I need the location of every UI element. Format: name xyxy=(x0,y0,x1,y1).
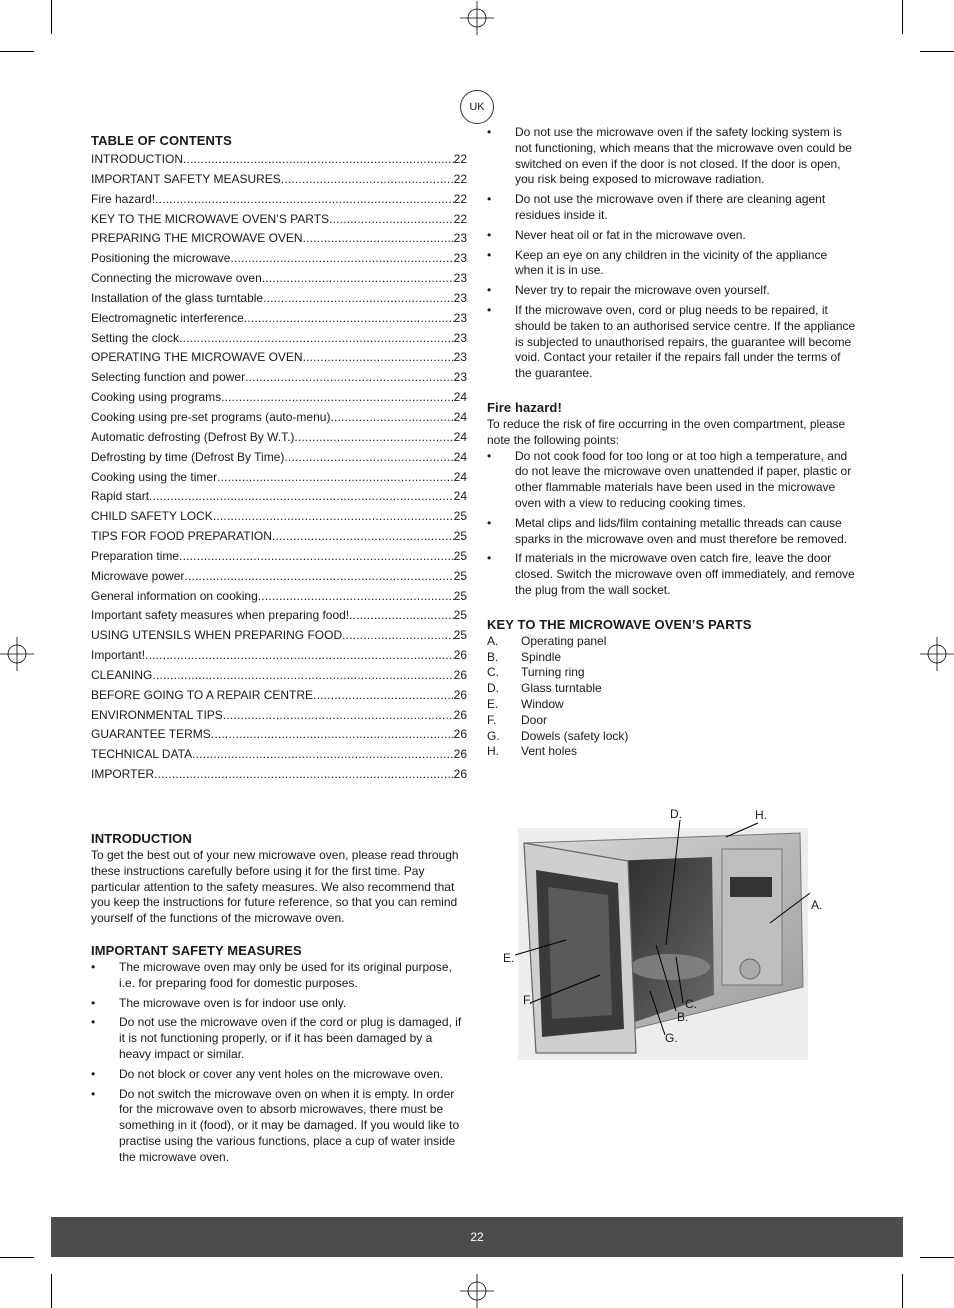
bullet-item xyxy=(91,1087,467,1166)
part-name: Operating panel xyxy=(521,633,607,648)
toc-entry xyxy=(91,765,467,785)
toc-leader-dots xyxy=(342,626,454,646)
toc-list xyxy=(91,150,467,785)
bullet-item xyxy=(487,228,859,244)
toc-entry xyxy=(91,309,467,329)
part-letter: E. xyxy=(487,696,499,711)
toc-entry-page: 23 xyxy=(453,251,467,266)
toc-leader-dots xyxy=(152,666,453,686)
bullet-item xyxy=(91,960,467,992)
toc-entry-page: 25 xyxy=(453,588,467,603)
figure-label-h: H. xyxy=(755,808,767,822)
crop-mark xyxy=(902,0,903,34)
toc-leader-dots xyxy=(262,269,454,289)
toc-entry-title: CHILD SAFETY LOCK xyxy=(91,509,213,524)
toc-leader-dots xyxy=(284,448,453,468)
bullet-icon: • xyxy=(487,283,492,298)
toc-entry-page: 26 xyxy=(453,747,467,762)
toc-entry-page: 23 xyxy=(453,350,467,365)
bullet-item xyxy=(91,1015,467,1062)
registration-mark-icon xyxy=(0,637,34,671)
parts-list xyxy=(487,634,859,760)
toc-leader-dots xyxy=(303,348,454,368)
toc-entry-page: 24 xyxy=(453,390,467,405)
toc-entry xyxy=(91,468,467,488)
toc-entry-page: 24 xyxy=(453,469,467,484)
toc-entry-page: 25 xyxy=(453,529,467,544)
toc-entry-title: ENVIRONMENTAL TIPS xyxy=(91,707,223,722)
bullet-icon: • xyxy=(487,551,492,566)
bullet-item xyxy=(487,449,859,512)
toc-leader-dots xyxy=(179,329,454,349)
toc-leader-dots xyxy=(281,170,454,190)
toc-entry-page: 26 xyxy=(453,648,467,663)
part-letter: G. xyxy=(487,728,500,743)
toc-leader-dots xyxy=(192,745,454,765)
toc-entry-title: General information on cooking xyxy=(91,588,258,603)
bullet-text: Never heat oil or fat in the microwave oven. xyxy=(515,227,746,242)
part-name: Dowels (safety lock) xyxy=(521,728,629,743)
toc-entry-title: IMPORTANT SAFETY MEASURES xyxy=(91,171,281,186)
toc-leader-dots xyxy=(263,289,454,309)
bullet-item xyxy=(91,1067,467,1083)
toc-entry-title: TIPS FOR FOOD PREPARATION xyxy=(91,529,272,544)
part-name: Spindle xyxy=(521,649,562,664)
toc-entry-page: 26 xyxy=(453,667,467,682)
bullet-item xyxy=(487,248,859,280)
bullet-icon: • xyxy=(487,192,492,207)
toc-entry xyxy=(91,487,467,507)
toc-leader-dots xyxy=(349,606,454,626)
toc-entry-title: Automatic defrosting (Defrost By W.T.) xyxy=(91,429,295,444)
toc-entry-page: 25 xyxy=(453,608,467,623)
crop-mark xyxy=(902,1274,903,1308)
toc-entry-title: PREPARING THE MICROWAVE OVEN xyxy=(91,231,303,246)
part-name: Turning ring xyxy=(521,665,585,680)
toc-entry xyxy=(91,507,467,527)
toc-entry xyxy=(91,329,467,349)
bullet-text: Do not use the microwave oven if the cord or plug is damaged, if it is not functioning properly, or if it has been damaged by a heavy impact or similar. xyxy=(119,1015,462,1061)
toc-entry-title: Important! xyxy=(91,648,146,663)
bullet-icon: • xyxy=(91,1066,96,1081)
crop-mark xyxy=(920,1257,954,1258)
part-name: Window xyxy=(521,696,564,711)
toc-entry-page: 22 xyxy=(453,152,467,166)
toc-leader-dots xyxy=(313,686,454,706)
toc-entry-page: 22 xyxy=(453,191,467,206)
toc-entry xyxy=(91,686,467,706)
safety-heading: IMPORTANT SAFETY MEASURES xyxy=(91,942,302,958)
bullet-icon: • xyxy=(487,247,492,262)
part-name: Vent holes xyxy=(521,744,578,759)
toc-entry xyxy=(91,408,467,428)
toc-leader-dots xyxy=(223,706,454,726)
bullet-item xyxy=(487,283,859,299)
toc-entry xyxy=(91,725,467,745)
safety-list xyxy=(91,960,467,1166)
toc-entry-title: Selecting function and power xyxy=(91,370,246,385)
toc-entry xyxy=(91,348,467,368)
part-entry xyxy=(487,697,859,713)
toc-entry-page: 23 xyxy=(453,271,467,286)
figure-label-g: G. xyxy=(665,1031,678,1045)
toc-leader-dots xyxy=(245,368,454,388)
toc-entry xyxy=(91,150,467,170)
toc-leader-dots xyxy=(244,309,454,329)
crop-mark xyxy=(0,51,34,52)
toc-entry-page: 26 xyxy=(453,687,467,702)
toc-leader-dots xyxy=(179,547,454,567)
toc-entry-title: Rapid start xyxy=(91,489,150,504)
bullet-text: Metal clips and lids/film containing metallic threads can cause sparks in the microwave oven and must therefore be removed. xyxy=(515,515,848,546)
toc-entry-title: GUARANTEE TERMS xyxy=(91,727,211,742)
toc-leader-dots xyxy=(155,190,454,210)
toc-leader-dots xyxy=(183,150,454,170)
bullet-icon: • xyxy=(91,959,96,974)
part-entry xyxy=(487,729,859,745)
figure-label-c: C. xyxy=(685,997,697,1011)
toc-entry xyxy=(91,587,467,607)
crop-mark xyxy=(51,0,52,34)
introduction-text: To get the best out of your new microwave oven, please read through these instructions carefully before using it for the first time. Pay particular attention to the safety measures. We also recommend that you keep the instructions for future reference, so that you can remind yourself of the functions of the microwave oven. xyxy=(91,848,459,926)
part-letter: C. xyxy=(487,665,499,680)
bullet-text: Never try to repair the microwave oven yourself. xyxy=(515,283,770,298)
toc-entry xyxy=(91,666,467,686)
toc-entry-title: Cooking using pre-set programs (auto-menu) xyxy=(91,409,331,424)
toc-entry-page: 26 xyxy=(453,727,467,742)
bullet-text: The microwave oven may only be used for its original purpose, i.e. for preparing food for domestic purposes. xyxy=(119,959,452,990)
toc-leader-dots xyxy=(149,487,454,507)
toc-leader-dots xyxy=(272,527,454,547)
toc-entry-title: Cooking using programs xyxy=(91,390,222,405)
toc-entry-title: Important safety measures when preparing food! xyxy=(91,608,350,623)
toc-entry-page: 23 xyxy=(453,310,467,325)
bullet-icon: • xyxy=(91,995,96,1010)
toc-entry xyxy=(91,428,467,448)
figure-label-a: A. xyxy=(811,898,823,912)
toc-leader-dots xyxy=(294,428,453,448)
toc-entry-page: 22 xyxy=(453,171,467,186)
bullet-item xyxy=(487,551,859,598)
toc-entry-title: INTRODUCTION xyxy=(91,152,183,166)
toc-leader-dots xyxy=(211,725,454,745)
language-badge: UK xyxy=(460,90,494,124)
toc-entry xyxy=(91,210,467,230)
toc-entry-page: 25 xyxy=(453,568,467,583)
crop-mark xyxy=(920,51,954,52)
toc-entry-page: 23 xyxy=(453,231,467,246)
toc-leader-dots xyxy=(258,587,454,607)
page-number: 22 xyxy=(470,1230,484,1244)
toc-entry xyxy=(91,249,467,269)
figure-label-d: D. xyxy=(670,807,682,821)
bullet-item xyxy=(487,125,859,188)
toc-entry-title: USING UTENSILS WHEN PREPARING FOOD xyxy=(91,628,343,643)
toc-entry xyxy=(91,368,467,388)
bullet-item xyxy=(487,516,859,548)
part-letter: B. xyxy=(487,649,499,664)
toc-entry xyxy=(91,190,467,210)
toc-entry-title: Positioning the microwave xyxy=(91,251,231,266)
toc-entry xyxy=(91,706,467,726)
toc-entry-title: KEY TO THE MICROWAVE OVEN’S PARTS xyxy=(91,211,330,226)
bullet-text: If the microwave oven, cord or plug needs to be repaired, it should be taken to an authorised service centre. If the appliance is subjected to unauthorised repairs, the guarantee will become void. Contact your retailer if the repairs fall under the terms of the guarantee. xyxy=(515,302,856,381)
toc-leader-dots xyxy=(303,229,454,249)
crop-mark xyxy=(51,1274,52,1308)
toc-leader-dots xyxy=(221,388,454,408)
toc-entry-page: 24 xyxy=(453,409,467,424)
toc-entry xyxy=(91,269,467,289)
toc-entry xyxy=(91,547,467,567)
fire-list xyxy=(487,449,859,599)
toc-entry-page: 24 xyxy=(453,449,467,464)
toc-heading: TABLE OF CONTENTS xyxy=(91,133,232,148)
safety-list-continued xyxy=(487,125,859,382)
bullet-icon: • xyxy=(487,125,492,139)
bullet-item xyxy=(487,303,859,382)
registration-mark-icon xyxy=(460,1274,494,1308)
toc-entry-page: 25 xyxy=(453,548,467,563)
microwave-figure xyxy=(500,805,823,1060)
toc-entry-title: Connecting the microwave oven xyxy=(91,271,262,286)
toc-entry-title: TECHNICAL DATA xyxy=(91,747,193,762)
part-name: Glass turntable xyxy=(521,681,602,696)
toc-entry-title: Setting the clock xyxy=(91,330,180,345)
part-entry xyxy=(487,665,859,681)
bullet-text: If materials in the microwave oven catch fire, leave the door closed. Switch the microwave oven off immediately, and remove the plug from the wall socket. xyxy=(515,551,855,597)
toc-entry-page: 25 xyxy=(453,628,467,643)
toc-entry-title: Microwave power xyxy=(91,568,185,583)
toc-entry-page: 26 xyxy=(453,767,467,782)
bullet-text: Do not use the microwave oven if the safety locking system is not functioning, which means that the microwave oven could be switched on even if the door is not closed. If the door is open, you risk being exposed to microwave radiation. xyxy=(515,125,852,187)
registration-mark-icon xyxy=(460,1,494,35)
toc-entry-page: 24 xyxy=(453,489,467,504)
toc-entry-page: 24 xyxy=(453,429,467,444)
registration-mark-icon xyxy=(920,637,954,671)
toc-leader-dots xyxy=(217,468,454,488)
bullet-icon: • xyxy=(487,448,492,463)
toc-entry xyxy=(91,646,467,666)
figure-label-e: E. xyxy=(503,951,515,965)
toc-entry-title: Cooking using the timer xyxy=(91,469,218,484)
bullet-text: Do not cook food for too long or at too high a temperature, and do not leave the microwave oven unattended if paper, plastic or other flammable materials have been used in the microwave oven with a view to reducing cooking times. xyxy=(515,448,852,510)
toc-entry-title: IMPORTER xyxy=(91,767,155,782)
toc-entry xyxy=(91,626,467,646)
toc-entry xyxy=(91,448,467,468)
crop-mark xyxy=(0,1257,34,1258)
bullet-item xyxy=(91,996,467,1012)
toc-entry-title: BEFORE GOING TO A REPAIR CENTRE xyxy=(91,687,314,702)
toc-entry-page: 25 xyxy=(453,509,467,524)
toc-leader-dots xyxy=(154,765,454,785)
toc-entry xyxy=(91,170,467,190)
fire-intro: To reduce the risk of fire occurring in the oven compartment, please note the following points: xyxy=(487,416,846,447)
toc-entry-title: OPERATING THE MICROWAVE OVEN xyxy=(91,350,303,365)
toc-entry-page: 23 xyxy=(453,370,467,385)
footer-bar xyxy=(51,1217,903,1257)
part-name: Door xyxy=(521,712,548,727)
part-entry xyxy=(487,713,859,729)
introduction-heading: INTRODUCTION xyxy=(91,831,192,846)
bullet-icon: • xyxy=(91,1015,96,1030)
toc-entry-page: 26 xyxy=(453,707,467,722)
toc-entry-title: Defrosting by time (Defrost By Time) xyxy=(91,449,285,464)
bullet-item xyxy=(487,192,859,224)
bullet-text: Keep an eye on any children in the vicinity of the appliance when it is in use. xyxy=(515,247,828,278)
part-entry xyxy=(487,744,859,760)
toc-entry-title: CLEANING xyxy=(91,667,153,682)
toc-entry-title: Electromagnetic interference xyxy=(91,310,244,325)
right-column xyxy=(487,125,859,760)
part-entry xyxy=(487,681,859,697)
left-column xyxy=(91,133,467,1170)
toc-entry xyxy=(91,606,467,626)
toc-entry xyxy=(91,745,467,765)
toc-entry xyxy=(91,527,467,547)
part-entry xyxy=(487,634,859,650)
parts-heading: KEY TO THE MICROWAVE OVEN’S PARTS xyxy=(487,616,752,632)
toc-leader-dots xyxy=(230,249,453,269)
toc-entry-title: Installation of the glass turntable xyxy=(91,290,264,305)
part-letter: A. xyxy=(487,633,499,648)
toc-entry-page: 23 xyxy=(453,330,467,345)
bullet-text: Do not use the microwave oven if there are cleaning agent residues inside it. xyxy=(515,192,826,222)
bullet-icon: • xyxy=(91,1086,96,1101)
toc-entry xyxy=(91,289,467,309)
toc-entry-page: 23 xyxy=(453,290,467,305)
toc-leader-dots xyxy=(329,210,454,230)
bullet-icon: • xyxy=(487,302,492,317)
part-entry xyxy=(487,650,859,666)
toc-entry-page: 22 xyxy=(453,211,467,226)
bullet-icon: • xyxy=(487,227,492,242)
toc-entry xyxy=(91,388,467,408)
toc-entry xyxy=(91,229,467,249)
bullet-icon: • xyxy=(487,515,492,530)
bullet-text: Do not switch the microwave oven on when it is empty. In order for the microwave oven to absorb microwaves, there must be something in it (food), or it may be damaged. If you would like to practise using the various functions, place a cup of water inside the microwave oven. xyxy=(119,1086,460,1164)
part-letter: H. xyxy=(487,744,499,759)
microwave-illustration xyxy=(500,805,823,1060)
toc-leader-dots xyxy=(330,408,453,428)
part-letter: F. xyxy=(487,712,497,727)
toc-leader-dots xyxy=(184,567,453,587)
figure-label-b: B. xyxy=(677,1010,689,1024)
fire-heading: Fire hazard! xyxy=(487,399,562,415)
toc-leader-dots xyxy=(145,646,454,666)
bullet-text: Do not block or cover any vent holes on the microwave oven. xyxy=(119,1066,444,1081)
figure-label-f: F. xyxy=(523,993,533,1007)
bullet-text: The microwave oven is for indoor use only. xyxy=(119,995,347,1010)
toc-leader-dots xyxy=(213,507,454,527)
toc-entry xyxy=(91,567,467,587)
part-letter: D. xyxy=(487,681,499,696)
toc-entry-title: Preparation time xyxy=(91,548,180,563)
toc-entry-title: Fire hazard! xyxy=(91,191,156,206)
